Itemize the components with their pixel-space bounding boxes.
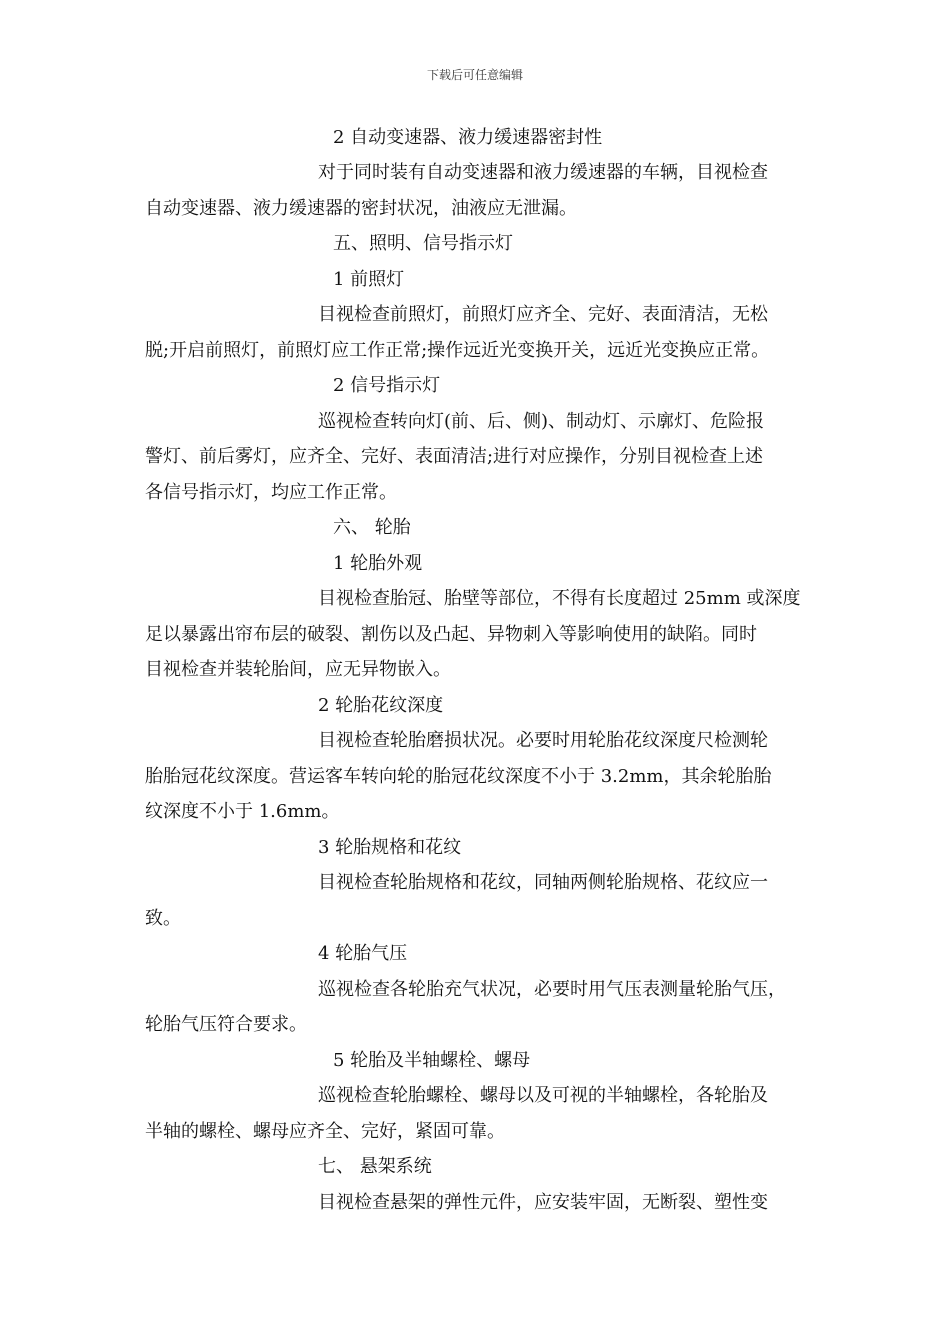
paragraph-line: 胎胎冠花纹深度。营运客车转向轮的胎冠花纹深度不小于 3.2mm，其余轮胎胎: [145, 766, 772, 787]
paragraph-line: 半轴的螺栓、螺母应齐全、完好，紧固可靠。: [145, 1121, 505, 1142]
paragraph-line: 自动变速器、液力缓速器的密封状况，油液应无泄漏。: [145, 198, 577, 219]
paragraph-line: 对于同时装有自动变速器和液力缓速器的车辆，目视检查: [318, 162, 768, 183]
paragraph-line: 目视检查轮胎磨损状况。必要时用轮胎花纹深度尺检测轮: [318, 730, 768, 751]
paragraph-line: 脱;开启前照灯，前照灯应工作正常;操作远近光变换开关，远近光变换应正常。: [145, 340, 770, 361]
heading-tire-spec: 3 轮胎规格和花纹: [318, 837, 462, 858]
heading-bolts-nuts: 5 轮胎及半轴螺栓、螺母: [333, 1050, 531, 1071]
paragraph-line: 警灯、前后雾灯，应齐全、完好、表面清洁;进行对应操作，分别目视检查上述: [145, 446, 764, 467]
paragraph-line: 巡视检查各轮胎充气状况，必要时用气压表测量轮胎气压，: [318, 979, 786, 1000]
paragraph-line: 致。: [145, 908, 181, 929]
paragraph-line: 轮胎气压符合要求。: [145, 1014, 307, 1035]
paragraph-line: 巡视检查轮胎螺栓、螺母以及可视的半轴螺栓，各轮胎及: [318, 1085, 768, 1106]
heading-signal-lamps: 2 信号指示灯: [333, 375, 441, 396]
paragraph-line: 目视检查悬架的弹性元件，应安装牢固，无断裂、塑性变: [318, 1192, 768, 1213]
heading-tire-pressure: 4 轮胎气压: [318, 943, 408, 964]
paragraph-line: 目视检查胎冠、胎壁等部位，不得有长度超过 25mm 或深度: [318, 588, 801, 609]
heading-tire-appearance: 1 轮胎外观: [333, 553, 423, 574]
paragraph-line: 足以暴露出帘布层的破裂、割伤以及凸起、异物刺入等影响使用的缺陷。同时: [145, 624, 757, 645]
section-heading-lighting: 五、照明、信号指示灯: [333, 233, 513, 254]
paragraph-line: 目视检查并装轮胎间，应无异物嵌入。: [145, 659, 451, 680]
heading-headlamp: 1 前照灯: [333, 269, 405, 290]
page-header: 下载后可任意编辑: [426, 68, 523, 82]
paragraph-line: 各信号指示灯，均应工作正常。: [145, 482, 397, 503]
paragraph-line: 纹深度不小于 1.6mm。: [145, 801, 340, 822]
section-heading-suspension: 七、 悬架系统: [318, 1156, 432, 1177]
section-heading-tires: 六、 轮胎: [333, 517, 411, 538]
paragraph-line: 巡视检查转向灯(前、后、侧)、制动灯、示廓灯、危险报: [318, 411, 765, 432]
heading-transmission-seal: 2 自动变速器、液力缓速器密封性: [333, 127, 603, 148]
paragraph-line: 目视检查前照灯，前照灯应齐全、完好、表面清洁，无松: [318, 304, 768, 325]
paragraph-line: 目视检查轮胎规格和花纹，同轴两侧轮胎规格、花纹应一: [318, 872, 768, 893]
heading-tread-depth: 2 轮胎花纹深度: [318, 695, 444, 716]
